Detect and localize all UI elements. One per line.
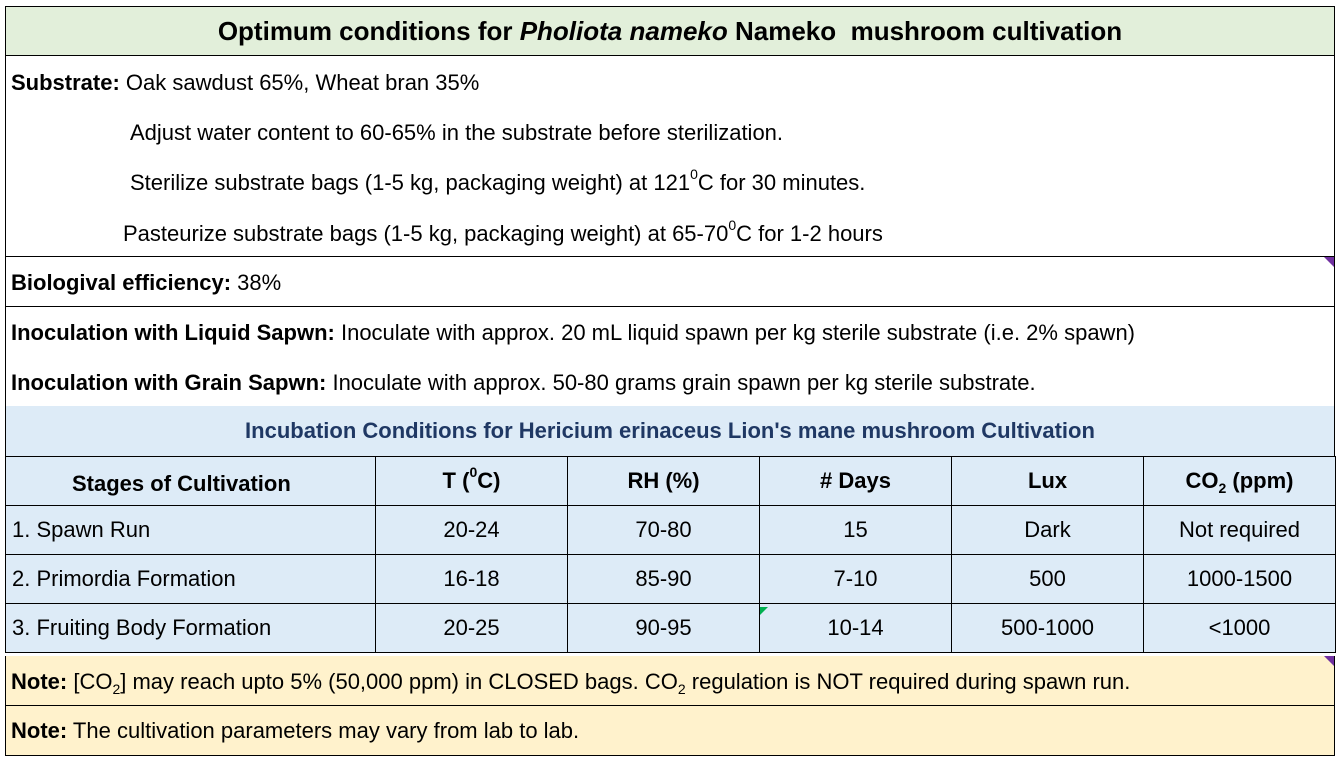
substrate-label: Substrate:: [11, 70, 120, 95]
incubation-title: Incubation Conditions for Hericium erinaceus Lion's mane mushroom Cultivation: [5, 406, 1335, 456]
table-row: 3. Fruiting Body Formation 20-25 90-95 10-14 500-1000 <1000: [6, 604, 1336, 653]
title-prefix: Optimum conditions for: [217, 15, 520, 46]
substrate-value: Oak sawdust 65%, Wheat bran 35%: [119, 70, 480, 95]
inoculation-block: [5, 307, 1335, 406]
bio-value: 38%: [231, 270, 282, 295]
header-temperature: T ($^0$C): [376, 457, 568, 506]
substrate-block: [5, 56, 1335, 256]
note-variation-row: Note: The cultivation parameters may vary from lab to lab.: [5, 706, 1335, 756]
header-days: # Days: [760, 457, 952, 506]
incubation-table: [5, 456, 1336, 653]
grain-spawn-line: Inoculation with Grain Sapwn: Inoculate with approx. 50-80 grams grain spawn per kg sterile substrate.: [11, 370, 1036, 395]
liquid-spawn-line: Inoculation with Liquid Sapwn: Inoculate with approx. 20 mL liquid spawn per kg sterile substrate (i.e. 2% spawn): [11, 320, 1136, 345]
water-content-line: Adjust water content to 60-65% in the substrate before sterilization.: [130, 120, 784, 145]
header-lux: Lux: [952, 457, 1144, 506]
sterilize-line: Sterilize substrate bags (1-5 kg, packaging weight) at $121^0C$ for 30 minutes.: [130, 166, 866, 195]
title-common: Nameko: [734, 15, 837, 46]
header-stage: Stages of Cultivation: [6, 457, 376, 506]
pasteurize-line: Pasteurize substrate bags (1-5 kg, packaging weight) at $65-70^0C$ for 1-2 hours: [123, 217, 883, 246]
table-row: 2. Primordia Formation 16-18 85-90 7-10 500 1000-1500: [6, 555, 1336, 604]
comment-marker: [1324, 257, 1334, 267]
bio-label: Biologival efficiency:: [11, 270, 232, 295]
title-suffix: mushroom cultivation: [850, 15, 1123, 46]
sheet-title: [5, 6, 1335, 56]
substrate-line: [11, 70, 479, 96]
title-species: Pholiota nameko: [519, 15, 728, 46]
bio-efficiency-row: [5, 257, 1335, 306]
table-header-row: [6, 457, 1336, 506]
comment-marker: [760, 607, 768, 615]
note-co2-row: Note: $[CO_2]$ may reach upto 5% (50,000 ppm) in CLOSED bags. $CO_2$ regulation is NOT required during spawn run.: [5, 656, 1335, 706]
header-rh: RH (%): [568, 457, 760, 506]
comment-marker: [1324, 656, 1334, 666]
table-row: 1. Spawn Run 20-24 70-80 15 Dark Not required: [6, 506, 1336, 555]
header-co2: $CO_2$ (ppm): [1144, 457, 1336, 506]
